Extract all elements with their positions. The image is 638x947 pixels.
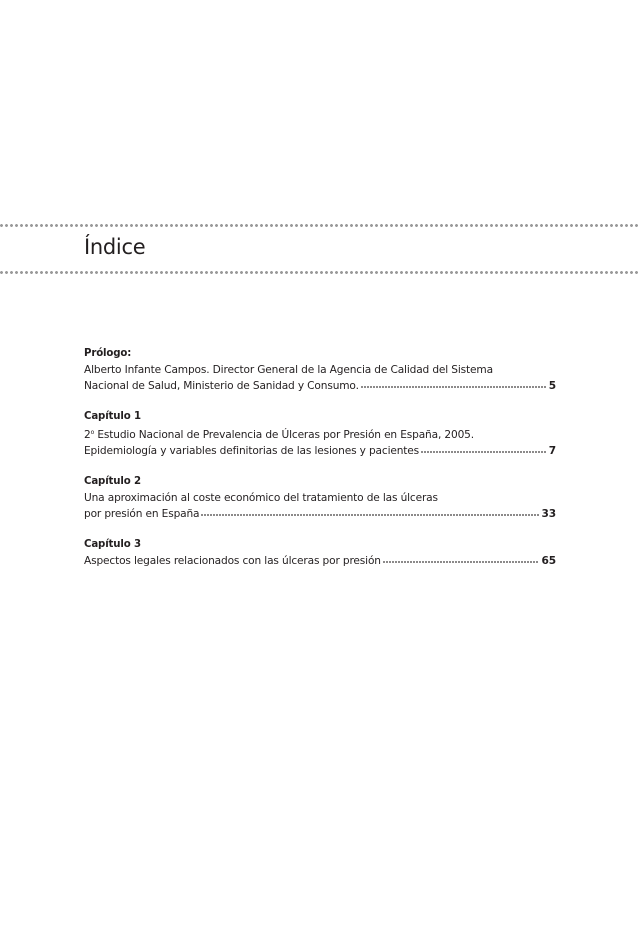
entry-heading: Capítulo 1 [84, 411, 141, 422]
dotted-rule-bottom [0, 271, 638, 274]
toc-entry-prologo [84, 346, 556, 394]
table-of-contents [84, 346, 556, 584]
entry-last-line [84, 378, 556, 394]
page-number: 65 [541, 555, 556, 567]
page-number: 33 [541, 508, 556, 520]
entry-line: Alberto Infante Campos. Director General de la Agencia de Calidad del Sistema [84, 364, 493, 376]
entry-heading: Prólogo: [84, 348, 132, 359]
toc-entry-capitulo-3 [84, 537, 556, 569]
entry-last-line [84, 443, 556, 459]
dot-leader [383, 561, 539, 564]
ordinal-number: 2 [84, 429, 91, 441]
entry-heading: Capítulo 3 [84, 539, 141, 550]
entry-text: Aspectos legales relacionados con las úlceras por presión [84, 555, 381, 567]
dot-leader [201, 514, 538, 517]
page-number: 5 [548, 380, 556, 392]
entry-text: por presión en España [84, 508, 200, 520]
entry-heading: Capítulo 2 [84, 476, 141, 487]
entry-line: Una aproximación al coste económico del tratamiento de las úlceras [84, 492, 438, 504]
entry-line [84, 425, 556, 443]
entry-last-line [84, 553, 556, 569]
dot-leader [361, 386, 546, 389]
page-number: 7 [548, 445, 556, 457]
toc-entry-capitulo-2 [84, 474, 556, 522]
toc-entry-capitulo-1 [84, 409, 556, 459]
entry-line-text: Estudio Nacional de Prevalencia de Úlceras por Presión en España, 2005. [94, 429, 474, 441]
page-title: Índice [84, 235, 146, 259]
dot-leader [421, 451, 546, 454]
entry-last-line [84, 506, 556, 522]
dotted-rule-top [0, 224, 638, 227]
entry-text: Epidemiología y variables definitorias de las lesiones y pacientes [84, 445, 420, 457]
ordinal-suffix: o [90, 429, 95, 436]
entry-text: Nacional de Salud, Ministerio de Sanidad y Consumo. [84, 380, 359, 392]
